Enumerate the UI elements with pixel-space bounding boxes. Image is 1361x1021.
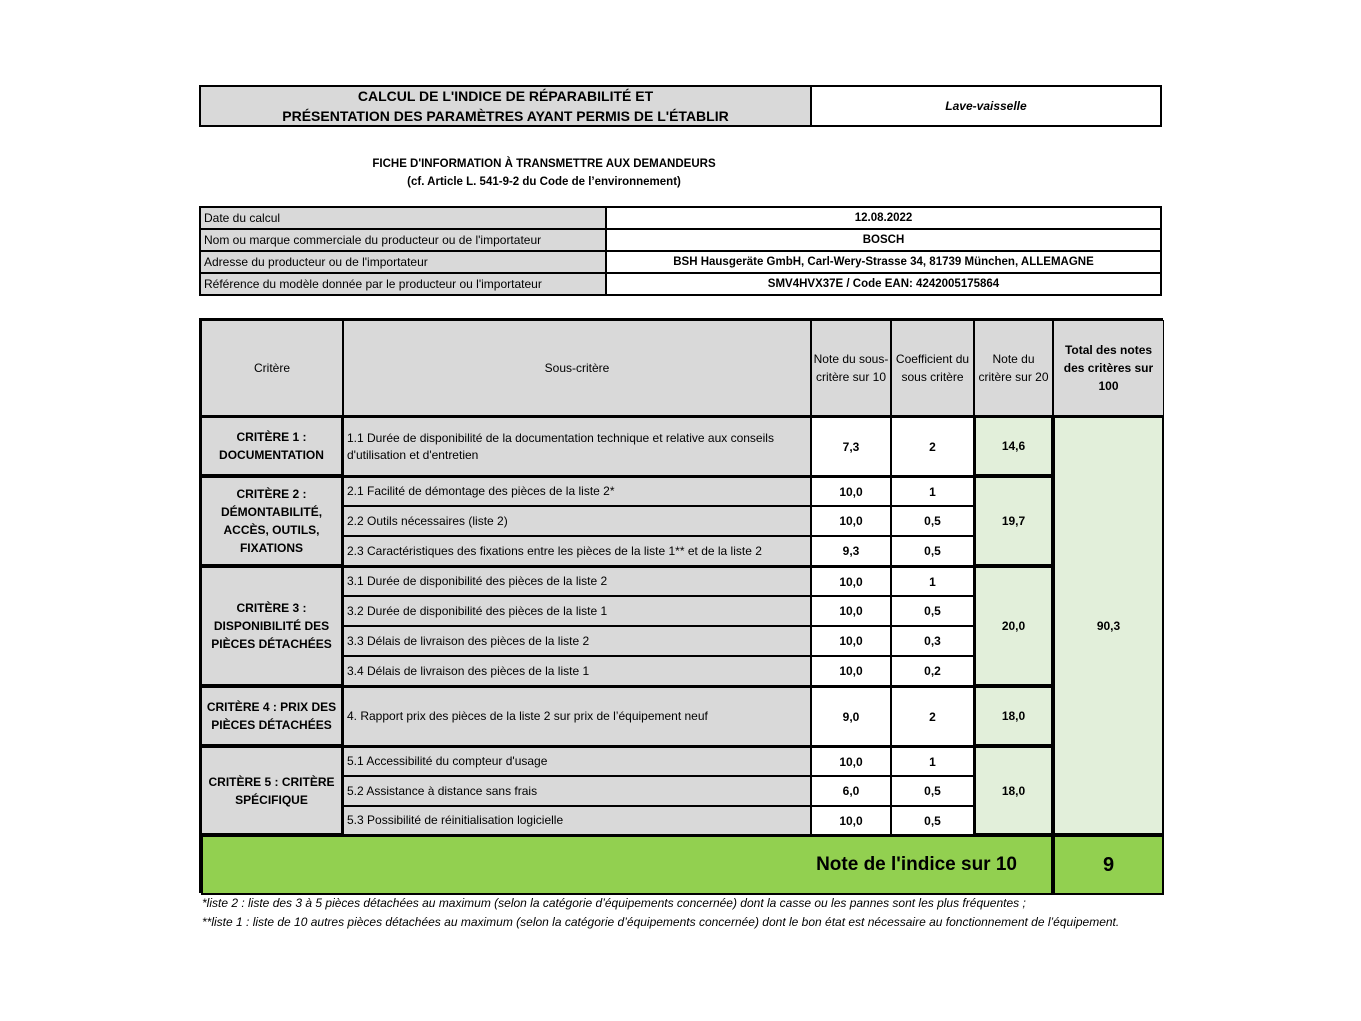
- subcriterion-label: 5.1 Accessibilité du compteur d'usage: [343, 746, 811, 776]
- subcriterion-note: 7,3: [811, 416, 891, 476]
- subcriterion-coefficient: 1: [891, 476, 974, 506]
- subtitle-line2: (cf. Article L. 541-9-2 du Code de l’environnement): [407, 176, 681, 188]
- total-score: 90,3: [1053, 416, 1164, 835]
- criterion-4-name: CRITÈRE 4 : PRIX DES PIÈCES DÉTACHÉES: [201, 686, 343, 746]
- subcriterion-label: 1.1 Durée de disponibilité de la documentation technique et relative aux conseils d'utilisation et d'entretien: [343, 416, 811, 476]
- subcriterion-label: 2.3 Caractéristiques des fixations entre les pièces de la liste 1** et de la liste 2: [343, 536, 811, 566]
- col-header-critere: Critère: [201, 320, 343, 416]
- criterion-4-note: 18,0: [974, 686, 1053, 746]
- header-title-line1: CALCUL DE L'INDICE DE RÉPARABILITÉ ET: [357, 88, 654, 104]
- criterion-2-name: CRITÈRE 2 : DÉMONTABILITÉ, ACCÈS, OUTILS, FIXATIONS: [201, 476, 343, 566]
- col-header-coefficient: Coefficient du sous critère: [891, 320, 974, 416]
- info-value: BOSCH: [606, 229, 1161, 251]
- info-value: BSH Hausgeräte GmbH, Carl-Wery-Strasse 34, 81739 München, ALLEMAGNE: [606, 251, 1161, 273]
- header-title-line2: PRÉSENTATION DES PARAMÈTRES AYANT PERMIS DE L'ÉTABLIR: [282, 108, 729, 124]
- subcriterion-coefficient: 0,3: [891, 626, 974, 656]
- final-score-label-cell: [201, 835, 1053, 895]
- info-value: SMV4HVX37E / Code EAN: 4242005175864: [606, 273, 1161, 295]
- subcriterion-note: 10,0: [811, 566, 891, 596]
- subcriterion-label: 2.1 Facilité de démontage des pièces de la liste 2*: [343, 476, 811, 506]
- info-row: [200, 229, 1161, 251]
- info-table: [199, 206, 1162, 296]
- subcriterion-coefficient: 0,5: [891, 776, 974, 806]
- product-type: Lave-vaisselle: [945, 99, 1027, 113]
- subcriterion-note: 10,0: [811, 596, 891, 626]
- col-header-note-critere: Note du critère sur 20: [974, 320, 1053, 416]
- criterion-3-name: CRITÈRE 3 : DISPONIBILITÉ DES PIÈCES DÉTACHÉES: [201, 566, 343, 686]
- subcriterion-label: 5.2 Assistance à distance sans frais: [343, 776, 811, 806]
- subtitle-line1: FICHE D'INFORMATION À TRANSMETTRE AUX DEMANDEURS: [372, 158, 716, 170]
- footnote: **liste 1 : liste de 10 autres pièces détachées au maximum (selon la catégorie d’équipements concernée) dont le bon état est nécessaire au fonctionnement de l’équipement.: [202, 915, 1120, 929]
- criterion-1-note: 14,6: [974, 416, 1053, 476]
- header-title: [201, 87, 812, 125]
- col-header-total: Total des notes des critères sur 100: [1053, 320, 1164, 416]
- subcriterion-note: 10,0: [811, 656, 891, 686]
- subcriterion-note: 10,0: [811, 506, 891, 536]
- subcriterion-coefficient: 0,5: [891, 536, 974, 566]
- col-header-sous-critere: Sous-critère: [343, 320, 811, 416]
- final-score-value: 9: [1053, 835, 1164, 895]
- criterion-5-name: CRITÈRE 5 : CRITÈRE SPÉCIFIQUE: [201, 746, 343, 835]
- subcriterion-label: 4. Rapport prix des pièces de la liste 2 sur prix de l’équipement neuf: [343, 686, 811, 746]
- subcriterion-coefficient: 1: [891, 746, 974, 776]
- subcriterion-coefficient: 1: [891, 566, 974, 596]
- subcriterion-note: 10,0: [811, 746, 891, 776]
- info-value: 12.08.2022: [606, 207, 1161, 229]
- criterion-3-note: 20,0: [974, 566, 1053, 686]
- criterion-5-note: 18,0: [974, 746, 1053, 835]
- info-row: [200, 251, 1161, 273]
- info-row: [200, 273, 1161, 295]
- col-header-note-sous: Note du sous-critère sur 10: [811, 320, 891, 416]
- subcriterion-note: 10,0: [811, 806, 891, 835]
- info-label: Adresse du producteur ou de l'importateur: [200, 251, 606, 273]
- subcriterion-label: 3.1 Durée de disponibilité des pièces de la liste 2: [343, 566, 811, 596]
- subtitle: [199, 155, 889, 191]
- criterion-1-name: CRITÈRE 1 : DOCUMENTATION: [201, 416, 343, 476]
- subcriterion-coefficient: 2: [891, 686, 974, 746]
- info-label: Référence du modèle donnée par le producteur ou l'importateur: [200, 273, 606, 295]
- footnote: *liste 2 : liste des 3 à 5 pièces détachées au maximum (selon la catégorie d’équipements concernée) dont la casse ou les pannes sont les plus fréquentes ;: [202, 896, 1026, 910]
- final-score-label: Note de l'indice sur 10: [816, 854, 1017, 875]
- info-row: [200, 207, 1161, 229]
- subcriterion-note: 6,0: [811, 776, 891, 806]
- subcriterion-coefficient: 2: [891, 416, 974, 476]
- subcriterion-coefficient: 0,5: [891, 806, 974, 835]
- subcriterion-note: 10,0: [811, 476, 891, 506]
- subcriterion-coefficient: 0,5: [891, 506, 974, 536]
- subcriterion-label: 5.3 Possibilité de réinitialisation logicielle: [343, 806, 811, 835]
- subcriterion-label: 2.2 Outils nécessaires (liste 2): [343, 506, 811, 536]
- info-label: Nom ou marque commerciale du producteur ou de l'importateur: [200, 229, 606, 251]
- criteria-table: [199, 318, 1163, 893]
- subcriterion-label: 3.3 Délais de livraison des pièces de la liste 2: [343, 626, 811, 656]
- subcriterion-note: 9,0: [811, 686, 891, 746]
- subcriterion-coefficient: 0,2: [891, 656, 974, 686]
- subcriterion-label: 3.4 Délais de livraison des pièces de la liste 1: [343, 656, 811, 686]
- document-header: [199, 85, 1162, 127]
- footnotes: [202, 894, 1119, 932]
- subcriterion-coefficient: 0,5: [891, 596, 974, 626]
- subcriterion-note: 9,3: [811, 536, 891, 566]
- info-label: Date du calcul: [200, 207, 606, 229]
- subcriterion-note: 10,0: [811, 626, 891, 656]
- subcriterion-label: 3.2 Durée de disponibilité des pièces de la liste 1: [343, 596, 811, 626]
- criterion-2-note: 19,7: [974, 476, 1053, 566]
